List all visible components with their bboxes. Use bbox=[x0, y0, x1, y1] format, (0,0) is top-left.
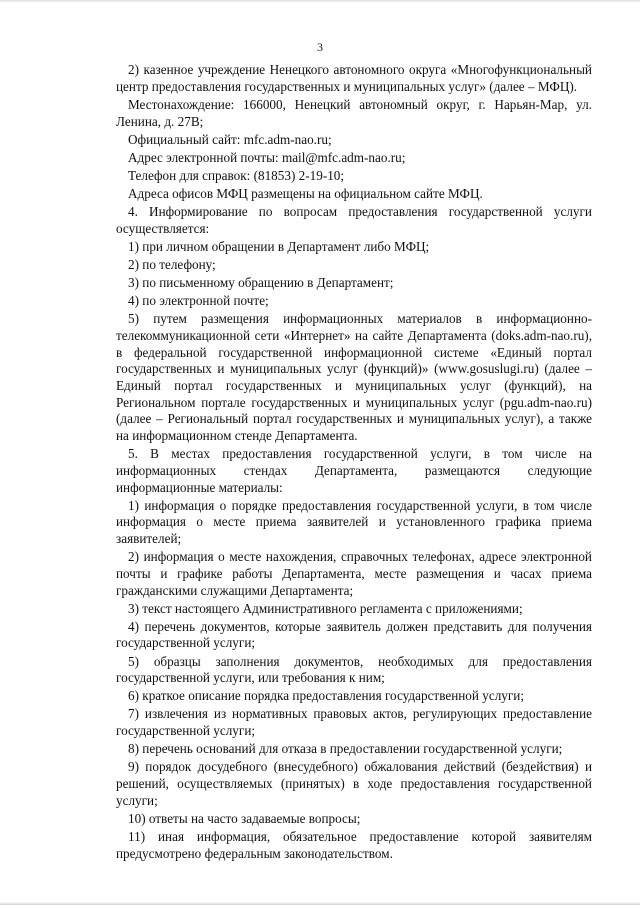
list-item-4-4: 4) по электронной почте; bbox=[128, 293, 269, 309]
list-item-5-4: 4) перечень документов, которые заявитель должен представить для получения государственной услуги; bbox=[116, 618, 592, 651]
list-item-5-10: 10) ответы на часто задаваемые вопросы; bbox=[128, 810, 361, 826]
document-body bbox=[116, 62, 592, 864]
paragraph-mfc-website: Официальный сайт: mfc.adm-nao.ru; bbox=[128, 131, 332, 147]
paragraph-mfc-phone: Телефон для справок: (81853) 2-19-10; bbox=[128, 167, 345, 183]
list-item-4-5: 5) путем размещения информационных материалов в информационно-телекоммуникационной сети «Интернет» на сайте Департамента (doks.adm-nao.ru), в федеральной государственной информационной системе «Единый портал государственных и муниципальных услуг (функций)» (www.gosuslugi.ru) (далее – Единый портал государственных и муниципальных услуг (функций), на Региональном портале государственных и муниципальных услуг (pgu.adm-nao.ru) (далее – Региональный портал государственных и муниципальных услуг), а также на информационном стенде Департамента. bbox=[116, 311, 592, 444]
list-item-5-5: 5) образцы заполнения документов, необходимых для предоставления государственной услуги, или требования к ним; bbox=[116, 653, 592, 686]
list-item-5-3: 3) текст настоящего Административного регламента с приложениями; bbox=[128, 600, 523, 616]
paragraph-mfc-institution: 2) казенное учреждение Ненецкого автономного округа «Многофункциональный центр предоставления государственных и муниципальных услуг» (далее – МФЦ). bbox=[116, 62, 592, 94]
list-item-5-8: 8) перечень оснований для отказа в предоставлении государственной услуги; bbox=[128, 741, 563, 757]
list-item-5-1: 1) информация о порядке предоставления государственной услуги, в том числе информация о месте приема заявителей и установленного графика приема заявителей; bbox=[116, 497, 592, 547]
scan-edge-top bbox=[0, 0, 640, 3]
page-number: 3 bbox=[317, 40, 323, 54]
paragraph-mfc-location: Местонахождение: 166000, Ненецкий автономный округ, г. Нарьян-Мар, ул. Ленина, д. 27В; bbox=[116, 96, 592, 129]
list-item-5-11: 11) иная информация, обязательное предоставление которой заявителям предусмотрено федеральным законодательством. bbox=[116, 828, 592, 861]
paragraph-mfc-offices: Адреса офисов МФЦ размещены на официальном сайте МФЦ. bbox=[128, 185, 483, 201]
list-item-4-1: 1) при личном обращении в Департамент либо МФЦ; bbox=[128, 238, 430, 254]
list-item-5-7: 7) извлечения из нормативных правовых актов, регулирующих предоставление государственной услуги; bbox=[116, 706, 592, 739]
list-item-5-2: 2) информация о месте нахождения, справочных телефонах, адресе электронной почты и графике работы Департамента, месте размещения и часах приема гражданскими служащими Департамента; bbox=[116, 549, 592, 598]
list-item-4-2: 2) по телефону; bbox=[128, 256, 216, 272]
list-item-5-6: 6) краткое описание порядка предоставления государственной услуги; bbox=[128, 688, 525, 704]
paragraph-section-4-heading: 4. Информирование по вопросам предоставления государственной услуги осуществляется: bbox=[116, 203, 592, 236]
paragraph-section-5-heading: 5. В местах предоставления государственной услуги, в том числе на информационных стендах Департамента, размещаются следующие информационные материалы: bbox=[116, 446, 592, 495]
list-item-4-3: 3) по письменному обращению в Департамент; bbox=[128, 274, 394, 290]
paragraph-mfc-email: Адрес электронной почты: mail@mfc.adm-nao.ru; bbox=[128, 149, 406, 165]
list-item-5-9: 9) порядок досудебного (внесудебного) обжалования действий (бездействия) и решений, осуществляемых (принятых) в ходе предоставления государственной услуги; bbox=[116, 759, 592, 808]
